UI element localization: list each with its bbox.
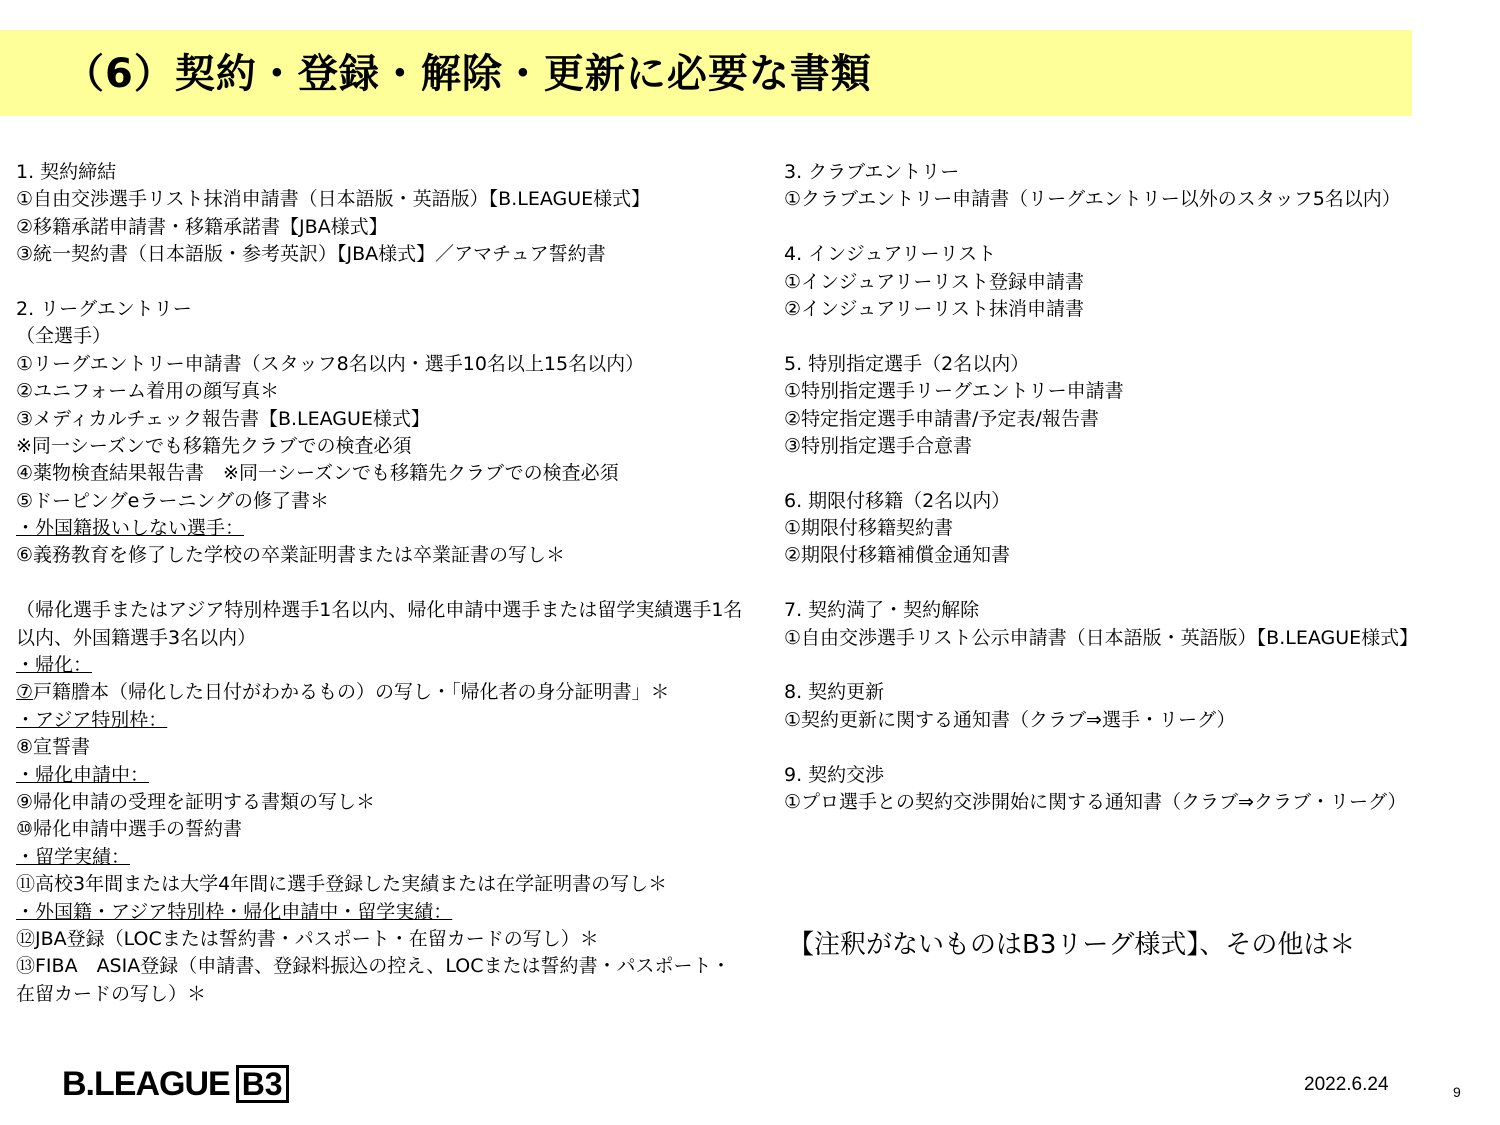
category-label: ・留学実績： — [16, 845, 131, 868]
list-item: ①リーグエントリー申請書（スタッフ8名以内・選手10名以上15名以内） — [16, 352, 645, 375]
logo-badge: B3 — [236, 1065, 289, 1103]
list-item: ②移籍承諾申請書・移籍承諾書【JBA様式】 — [16, 215, 388, 238]
section-heading: 6. 期限付移籍（2名以内） — [784, 489, 1011, 512]
section-7 — [784, 597, 1484, 652]
logo-text: B.LEAGUE — [62, 1064, 230, 1103]
section-heading: 3. クラブエントリー — [784, 161, 960, 183]
section-heading: 2. リーグエントリー — [16, 297, 192, 320]
date: 2022.6.24 — [1304, 1074, 1389, 1095]
section-heading: 4. インジュアリーリスト — [784, 243, 997, 266]
category-label: ・外国籍扱いしない選手： — [16, 517, 245, 540]
list-item: ④薬物検査結果報告書 ※同一シーズンでも移籍先クラブでの検査必須 — [16, 462, 619, 485]
category-label: ・帰化： — [16, 654, 93, 677]
section-heading: 9. 契約交渉 — [784, 763, 885, 786]
limits-note: （帰化選手またはアジア特別枠選手1名以内、帰化申請中選手または留学実績選手1名以内、外国籍選手3名以内） — [16, 599, 743, 649]
list-item: ③統一契約書（日本語版・参考英訳）【JBA様式】／アマチュア誓約書 — [16, 243, 606, 266]
item-text: 戸籍謄本（帰化した日付がわかるもの）の写し・「帰化者の身分証明書」＊ — [33, 681, 670, 704]
section-heading: 8. 契約更新 — [784, 681, 885, 704]
list-item: ①クラブエントリー申請書（リーグエントリー以外のスタッフ5名以内） — [784, 188, 1401, 211]
title-bar — [0, 30, 1412, 116]
list-note: ※同一シーズンでも移籍先クラブでの検査必須 — [16, 434, 412, 457]
list-item: ⑤ドーピングeラーニングの修了書＊ — [16, 489, 329, 512]
section-1 — [16, 159, 744, 269]
list-item: ⑬FIBA ASIA登録（申請書、登録料振込の控え、LOCまたは誓約書・パスポート・在留カードの写し）＊ — [16, 955, 731, 1005]
page-number: 9 — [1453, 1084, 1461, 1100]
list-item: ⑩帰化申請中選手の誓約書 — [16, 818, 243, 841]
format-note: 【注釈がないものはB3リーグ様式】、その他は＊ — [788, 930, 1356, 960]
section-4 — [784, 241, 1484, 323]
list-item: ⑥義務教育を修了した学校の卒業証明書または卒業証書の写し＊ — [16, 544, 566, 567]
section-8 — [784, 679, 1484, 734]
category-label: ・帰化申請中： — [16, 763, 150, 786]
left-column — [16, 159, 744, 1008]
list-item: ③メディカルチェック報告書【B.LEAGUE様式】 — [16, 407, 430, 430]
list-item — [16, 679, 744, 706]
list-item: ①インジュアリーリスト登録申請書 — [784, 270, 1085, 293]
section-subheading: （全選手） — [16, 325, 112, 348]
list-item: ②期限付移籍補償金通知書 — [784, 544, 1011, 567]
list-item: ①自由交渉選手リスト抹消申請書（日本語版・英語版）【B.LEAGUE様式】 — [16, 188, 651, 211]
section-5 — [784, 351, 1484, 461]
list-item: ③特別指定選手合意書 — [784, 434, 973, 457]
list-item: ②ユニフォーム着用の顔写真＊ — [16, 380, 280, 403]
list-item: ⑪高校3年間または大学4年間に選手登録した実績または在学証明書の写し＊ — [16, 873, 668, 896]
section-6 — [784, 488, 1484, 570]
list-item: ⑫JBA登録（LOCまたは誓約書・パスポート・在留カードの写し）＊ — [16, 927, 599, 950]
bleague-b3-logo — [62, 1064, 289, 1104]
section-9 — [784, 762, 1484, 817]
section-2 — [16, 296, 744, 1008]
section-3 — [784, 159, 1484, 214]
category-label: ・外国籍・アジア特別枠・帰化申請中・留学実績： — [16, 900, 453, 923]
list-item: ①契約更新に関する通知書（クラブ⇒選手・リーグ） — [784, 708, 1236, 731]
section-heading: 5. 特別指定選手（2名以内） — [784, 352, 1030, 375]
list-item: ①自由交渉選手リスト公示申請書（日本語版・英語版）【B.LEAGUE様式】 — [784, 626, 1419, 649]
list-item: ①プロ選手との契約交渉開始に関する通知書（クラブ⇒クラブ・リーグ） — [784, 790, 1407, 813]
list-item: ①期限付移籍契約書 — [784, 517, 954, 540]
section-heading: 1. 契約締結 — [16, 161, 117, 183]
list-item: ②インジュアリーリスト抹消申請書 — [784, 297, 1085, 320]
list-item: ②特定指定選手申請書/予定表/報告書 — [784, 407, 1099, 430]
list-item: ⑧宣誓書 — [16, 736, 91, 759]
category-label: ・アジア特別枠： — [16, 708, 168, 731]
item-number: ⑦ — [16, 681, 34, 704]
right-column — [784, 159, 1484, 816]
section-heading: 7. 契約満了・契約解除 — [784, 599, 980, 622]
list-item: ①特別指定選手リーグエントリー申請書 — [784, 380, 1124, 403]
list-item: ⑨帰化申請の受理を証明する書類の写し＊ — [16, 791, 376, 814]
page-title: （6）契約・登録・解除・更新に必要な書類 — [64, 51, 872, 97]
